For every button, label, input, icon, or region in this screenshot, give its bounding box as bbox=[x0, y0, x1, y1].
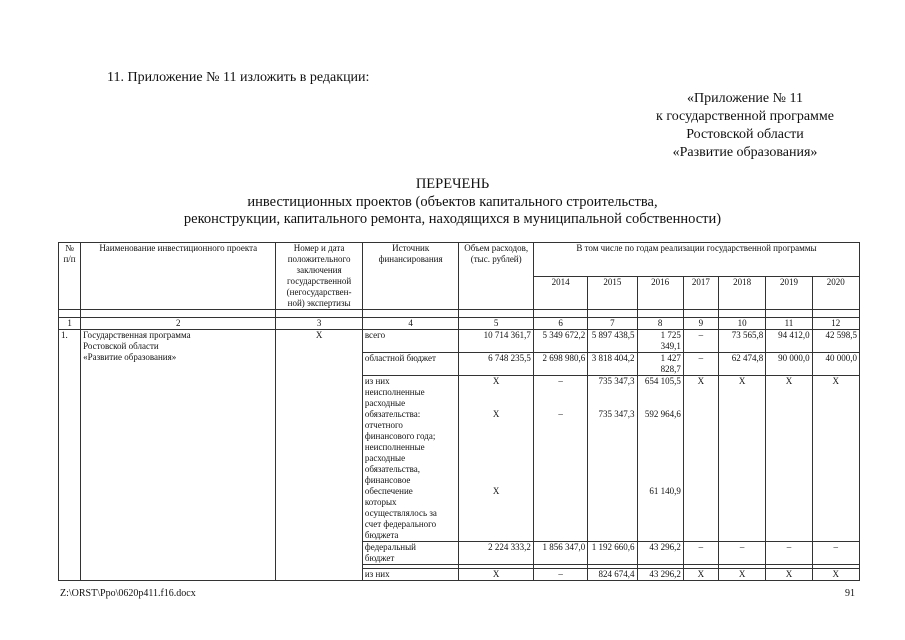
header-project-name: Наименование инвестиционного проекта bbox=[81, 243, 276, 310]
source-line: федеральный bbox=[364, 542, 416, 552]
project-name bbox=[81, 330, 276, 581]
year-cell: 40 000,0 bbox=[812, 353, 859, 376]
header-year-2014: 2014 bbox=[533, 276, 587, 310]
header-year-2015: 2015 bbox=[588, 276, 637, 310]
column-numbers-row bbox=[59, 318, 860, 330]
source-line: финансовое bbox=[364, 475, 411, 485]
year-cell: 2 698 980,6 bbox=[533, 353, 587, 376]
header-year-2019: 2019 bbox=[766, 276, 812, 310]
year-cell: Х bbox=[719, 376, 766, 542]
year-cell: 1 427 828,7 bbox=[637, 353, 683, 376]
source-line: обязательства, bbox=[364, 464, 420, 474]
year-cell: – bbox=[812, 542, 859, 565]
header-source: Источник финансирования bbox=[362, 243, 459, 310]
year-cell: – bbox=[719, 542, 766, 565]
year-cell: Х bbox=[683, 376, 718, 542]
table-row-total bbox=[59, 330, 860, 353]
header-year-2018: 2018 bbox=[719, 276, 766, 310]
annex-reference bbox=[590, 90, 900, 162]
col-number: 7 bbox=[588, 318, 637, 330]
value-line: 592 964,6 bbox=[644, 409, 681, 419]
document-heading bbox=[0, 176, 905, 229]
year-cell: Х bbox=[812, 569, 859, 581]
annex-line-2: к государственной программе bbox=[656, 109, 834, 124]
page-number: 91 bbox=[845, 588, 855, 599]
year-cell bbox=[637, 376, 683, 542]
header-years-group: В том числе по годам реализации государственной программы bbox=[533, 243, 859, 277]
value-line: – bbox=[558, 409, 563, 419]
year-cell: 73 565,8 bbox=[719, 330, 766, 353]
header-row bbox=[59, 243, 860, 277]
header-num: № п/п bbox=[59, 243, 81, 310]
year-cell: 824 674,4 bbox=[588, 569, 637, 581]
volume-cell: 2 224 333,2 bbox=[459, 542, 533, 565]
source-line: обязательства: bbox=[364, 409, 421, 419]
source-cell: всего bbox=[362, 330, 459, 353]
value-line: 61 140,9 bbox=[649, 486, 681, 496]
volume-cell: Х bbox=[459, 569, 533, 581]
year-cell: – bbox=[683, 542, 718, 565]
source-line: неисполненные bbox=[364, 387, 425, 397]
source-line: финансового года; bbox=[364, 431, 436, 441]
year-cell: 94 412,0 bbox=[766, 330, 812, 353]
year-cell bbox=[533, 376, 587, 542]
header-expertise: Номер и дата положительного заключения государственной (негосударствен-ной) экспертизы bbox=[276, 243, 363, 310]
header-volume: Объем расходов, (тыс. рублей) bbox=[459, 243, 533, 310]
project-expertise: Х bbox=[276, 330, 363, 581]
year-cell: – bbox=[533, 569, 587, 581]
source-line: обеспечение bbox=[364, 486, 413, 496]
col-number: 4 bbox=[362, 318, 459, 330]
value-line: 654 105,5 bbox=[644, 376, 681, 386]
source-line: бюджет bbox=[364, 553, 395, 563]
source-line: из них bbox=[364, 376, 390, 386]
year-cell: Х bbox=[766, 569, 812, 581]
col-number: 1 bbox=[59, 318, 81, 330]
year-cell bbox=[588, 376, 637, 542]
col-number: 5 bbox=[459, 318, 533, 330]
header-year-2016: 2016 bbox=[637, 276, 683, 310]
year-cell: 1 725 349,1 bbox=[637, 330, 683, 353]
amendment-intro: 11. Приложение № 11 изложить в редакции: bbox=[107, 70, 370, 85]
year-cell: 1 192 660,6 bbox=[588, 542, 637, 565]
volume-cell bbox=[459, 376, 533, 542]
source-line: отчетного bbox=[364, 420, 403, 430]
source-line: осуществлялось за bbox=[364, 508, 437, 518]
year-cell: 5 897 438,5 bbox=[588, 330, 637, 353]
annex-line-1: «Приложение № 11 bbox=[687, 91, 803, 106]
volume-cell: 10 714 361,7 bbox=[459, 330, 533, 353]
year-cell: 5 349 672,2 bbox=[533, 330, 587, 353]
project-name-line: «Развитие образования» bbox=[83, 352, 177, 362]
col-number: 12 bbox=[812, 318, 859, 330]
source-cell-multiline bbox=[362, 542, 459, 565]
source-line: неисполненные bbox=[364, 442, 425, 452]
heading-line-1: инвестиционных проектов (объектов капитального строительства, bbox=[247, 193, 658, 210]
source-line: бюджета bbox=[364, 530, 399, 540]
year-cell: – bbox=[766, 542, 812, 565]
year-cell: 42 598,5 bbox=[812, 330, 859, 353]
year-cell: – bbox=[683, 353, 718, 376]
project-number: 1. bbox=[59, 330, 81, 581]
col-number: 2 bbox=[81, 318, 276, 330]
heading-line-2: реконструкции, капитального ремонта, находящихся в муниципальной собственности) bbox=[183, 211, 722, 227]
source-cell: областной бюджет bbox=[362, 353, 459, 376]
year-cell: 90 000,0 bbox=[766, 353, 812, 376]
investment-projects-table bbox=[58, 242, 860, 581]
year-cell: 1 856 347,0 bbox=[533, 542, 587, 565]
year-cell: 43 296,2 bbox=[637, 542, 683, 565]
volume-cell: 6 748 235,5 bbox=[459, 353, 533, 376]
year-cell: 62 474,8 bbox=[719, 353, 766, 376]
spacer-row bbox=[59, 310, 860, 318]
year-cell: 3 818 404,2 bbox=[588, 353, 637, 376]
project-name-line: Ростовской области bbox=[83, 341, 159, 351]
header-year-2017: 2017 bbox=[683, 276, 718, 310]
source-line: расходные bbox=[364, 398, 406, 408]
year-cell: Х bbox=[719, 569, 766, 581]
value-line: Х bbox=[492, 376, 500, 386]
col-number: 3 bbox=[276, 318, 363, 330]
source-line: расходные bbox=[364, 453, 406, 463]
value-line: Х bbox=[492, 486, 500, 496]
value-line: Х bbox=[492, 409, 500, 419]
source-cell-multiline bbox=[362, 376, 459, 542]
annex-line-3: Ростовской области bbox=[686, 127, 804, 142]
annex-line-4: «Развитие образования» bbox=[672, 145, 818, 160]
year-cell: – bbox=[683, 330, 718, 353]
col-number: 8 bbox=[637, 318, 683, 330]
value-line: – bbox=[558, 376, 563, 386]
year-cell: 43 296,2 bbox=[637, 569, 683, 581]
source-line: счет федерального bbox=[364, 519, 437, 529]
header-year-2020: 2020 bbox=[812, 276, 859, 310]
year-cell: Х bbox=[683, 569, 718, 581]
source-line: которых bbox=[364, 497, 397, 507]
project-name-line: Государственная программа bbox=[83, 330, 191, 340]
col-number: 9 bbox=[683, 318, 718, 330]
col-number: 6 bbox=[533, 318, 587, 330]
source-cell: из них bbox=[362, 569, 459, 581]
year-cell: Х bbox=[812, 376, 859, 542]
col-number: 10 bbox=[719, 318, 766, 330]
value-line: 735 347,3 bbox=[598, 409, 635, 419]
footer-file-path: Z:\ORST\Ppo\0620p411.f16.docx bbox=[60, 588, 196, 599]
year-cell: Х bbox=[766, 376, 812, 542]
heading-title: ПЕРЕЧЕНЬ bbox=[415, 176, 490, 192]
value-line: 735 347,3 bbox=[598, 376, 635, 386]
col-number: 11 bbox=[766, 318, 812, 330]
